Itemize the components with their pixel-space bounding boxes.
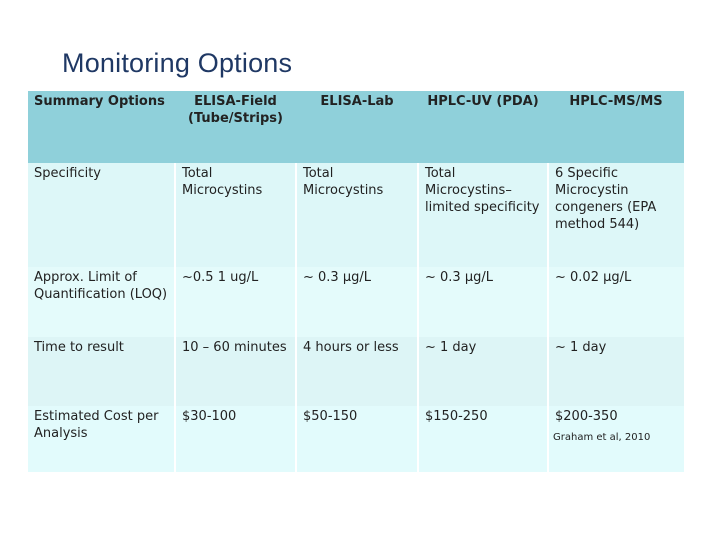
table-cell: 6 Specific Microcystin congeners (EPA method 544) (548, 163, 684, 267)
header-hplc-uv: HPLC-UV (PDA) (427, 94, 539, 109)
table-cell: $30-100 (175, 406, 296, 472)
header-hplc-ms: HPLC-MS/MS (569, 94, 663, 109)
table-cell: ~ 1 day (548, 337, 684, 406)
table-cell: $200-350 (548, 406, 684, 472)
table-cell: $150-250 (418, 406, 548, 472)
row-label: Specificity (34, 166, 101, 182)
row-label: Time to result (34, 339, 124, 355)
table-cell: 4 hours or less (296, 337, 418, 406)
table-cell: ~ 0.3 µg/L (418, 267, 548, 336)
row-label: Approx. Limit of Quantification (LOQ) (34, 270, 168, 303)
table-row (28, 337, 684, 406)
header-summary-options: Summary Options (34, 94, 165, 109)
table-cell: ~0.5 1 ug/L (175, 267, 296, 336)
header-elisa-field: ELISA-Field (Tube/Strips) (188, 94, 283, 126)
summary-table (28, 91, 684, 472)
table-cell: Total Microcystins (175, 163, 296, 267)
table-header-row (28, 91, 684, 157)
table-cell: ~ 0.02 µg/L (548, 267, 684, 336)
table-cell: 10 – 60 minutes (175, 337, 296, 406)
header-elisa-lab: ELISA-Lab (320, 94, 394, 109)
table-cell: ~ 0.3 µg/L (296, 267, 418, 336)
slide-title: Monitoring Options (62, 48, 293, 78)
table-cell: Total Microcystins (296, 163, 418, 267)
citation: Graham et al, 2010 (553, 432, 651, 443)
table-row (28, 267, 684, 336)
table-cell: Total Microcystins–limited specificity (418, 163, 548, 267)
table-cell: $50-150 (296, 406, 418, 472)
table-cell: ~ 1 day (418, 337, 548, 406)
table-row (28, 163, 684, 267)
row-label: Estimated Cost per Analysis (34, 408, 159, 441)
